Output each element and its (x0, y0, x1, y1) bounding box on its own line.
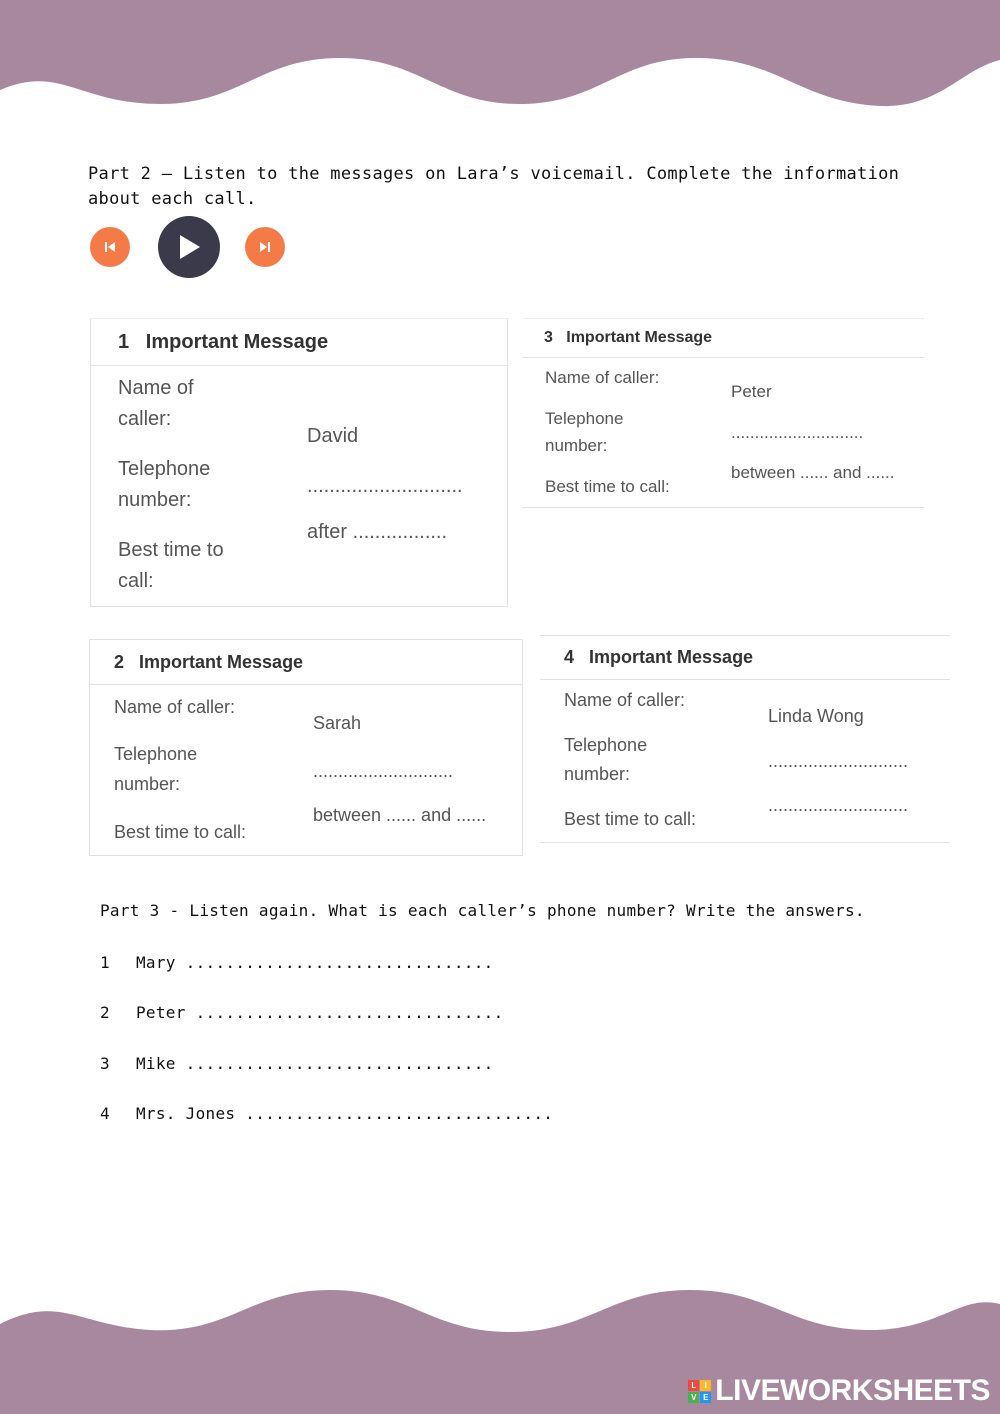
caller-name: Mrs. Jones (136, 1104, 236, 1123)
brand-name: LIVEWORKSHEETS (715, 1374, 990, 1407)
telephone-answer-field[interactable]: ............................ (768, 751, 909, 771)
best-time-label: Best time to call: (114, 822, 247, 842)
name-label-line2: caller: (118, 408, 172, 430)
telephone-label (564, 731, 647, 789)
message-card-2 (89, 639, 523, 856)
card-title: Important Message (589, 647, 754, 667)
answer-row-1 (100, 953, 494, 972)
best-time-answer-field[interactable]: after ................. (307, 521, 448, 543)
name-label: Name of caller: (114, 697, 236, 717)
caller-name-value: David (307, 425, 359, 447)
caller-name-value: Peter (731, 382, 772, 401)
caller-name-value: Sarah (313, 713, 362, 733)
telephone-label-line2: number: (114, 774, 181, 794)
best-time-answer-field[interactable]: between ...... and ...... (731, 463, 895, 482)
answer-number: 2 (100, 1003, 110, 1022)
logo-letter: E (700, 1392, 711, 1403)
logo-letter: I (700, 1380, 711, 1391)
play-icon (177, 234, 201, 260)
best-time-answer-field[interactable]: ............................ (768, 795, 909, 815)
best-time-label: Best time to call: (564, 809, 697, 829)
message-card-3 (522, 318, 924, 508)
telephone-answer-field[interactable]: ............................ (731, 423, 864, 442)
name-label-line1: Name of (118, 377, 194, 399)
answer-row-2 (100, 1003, 504, 1022)
telephone-label-line1: Telephone (545, 409, 624, 428)
phone-answer-field[interactable]: ............................... (245, 1104, 554, 1123)
logo-letter: L (688, 1380, 699, 1391)
instruction-line-1: Part 2 – Listen to the messages on Lara’s voicemail. Complete the information (88, 164, 900, 184)
card-title: Important Message (566, 329, 713, 346)
caller-name: Peter (136, 1003, 186, 1022)
telephone-label-line2: number: (545, 436, 608, 455)
answer-row-4 (100, 1104, 553, 1123)
top-wave-decoration (0, 0, 1000, 110)
name-label (118, 373, 194, 435)
card-number: 4 (564, 647, 575, 667)
best-time-answer-field[interactable]: between ...... and ...... (313, 805, 487, 825)
telephone-label-line2: number: (118, 489, 192, 511)
card-header (540, 636, 950, 680)
card-number: 2 (114, 652, 125, 672)
telephone-label (545, 405, 623, 459)
instruction-line-2: about each call. (88, 189, 257, 209)
message-card-1 (90, 318, 508, 607)
logo-letter: V (688, 1392, 699, 1403)
best-time-label: Best time to call: (545, 477, 670, 496)
card-number: 3 (544, 329, 553, 346)
best-time-label-line2: call: (118, 570, 154, 592)
telephone-label-line2: number: (564, 764, 631, 784)
part3-instructions: Part 3 - Listen again. What is each caller’s phone number? Write the answers. (100, 901, 865, 920)
telephone-label-line1: Telephone (118, 458, 211, 480)
card-header (522, 319, 924, 358)
phone-answer-field[interactable]: ............................... (185, 1054, 494, 1073)
telephone-answer-field[interactable]: ............................ (307, 475, 463, 497)
phone-answer-field[interactable]: ............................... (185, 953, 494, 972)
telephone-label-line1: Telephone (114, 744, 198, 764)
card-header (90, 640, 522, 685)
audio-player (90, 216, 290, 280)
telephone-answer-field[interactable]: ............................ (313, 761, 454, 781)
play-button[interactable] (158, 216, 220, 278)
liveworksheets-logo[interactable] (688, 1374, 990, 1408)
card-number: 1 (118, 331, 130, 353)
telephone-label (114, 739, 197, 799)
skip-next-icon (258, 240, 272, 254)
message-card-4 (540, 635, 950, 843)
previous-track-button[interactable] (90, 227, 130, 267)
logo-mark-icon (688, 1380, 711, 1403)
answer-number: 4 (100, 1104, 110, 1123)
best-time-label (118, 535, 224, 597)
caller-name: Mike (136, 1054, 176, 1073)
telephone-label (118, 454, 210, 516)
caller-name-value: Linda Wong (768, 706, 864, 726)
skip-previous-icon (103, 240, 117, 254)
answer-row-3 (100, 1054, 494, 1073)
card-header (91, 319, 507, 366)
phone-answer-field[interactable]: ............................... (195, 1003, 504, 1022)
name-label: Name of caller: (564, 690, 686, 710)
best-time-label-line1: Best time to (118, 539, 224, 561)
name-label: Name of caller: (545, 368, 660, 387)
caller-name: Mary (136, 953, 176, 972)
next-track-button[interactable] (245, 227, 285, 267)
answer-number: 3 (100, 1054, 110, 1073)
card-title: Important Message (145, 331, 329, 353)
part2-instructions (88, 162, 908, 212)
telephone-label-line1: Telephone (564, 735, 648, 755)
answer-number: 1 (100, 953, 110, 972)
card-title: Important Message (139, 652, 304, 672)
